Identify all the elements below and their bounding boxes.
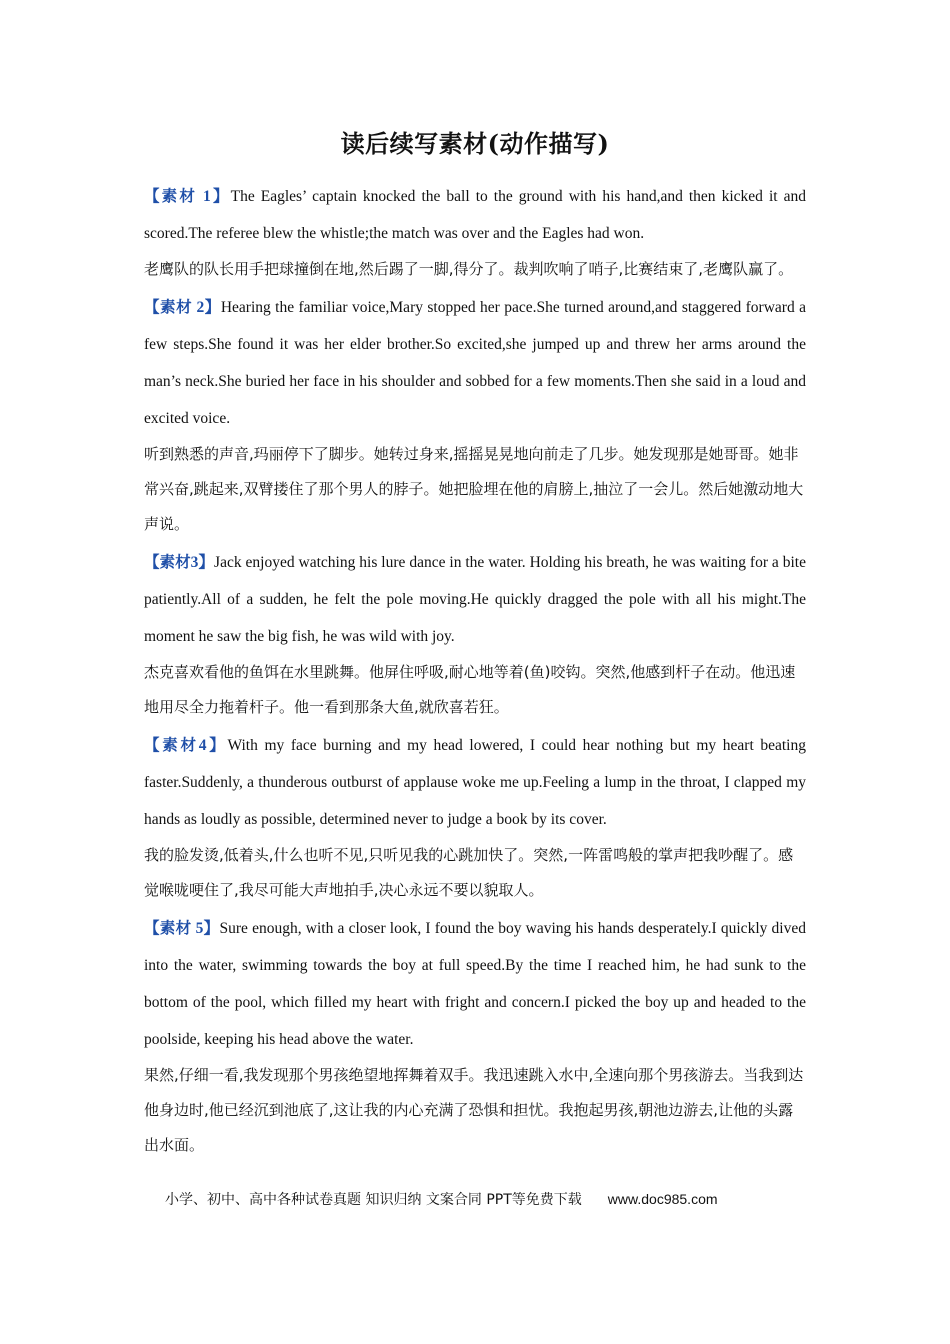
english-text: The Eagles’ captain knocked the ball to the ground with his hand,and then kicked it and scored.The referee blew the whistle;the match was over and the Eagles had won. <box>144 188 806 242</box>
material-english <box>144 178 806 252</box>
english-text: Sure enough, with a closer look, I found the boy waving his hands desperately.I quickly dived into the water, swimming towards the boy at full speed.By the time I reached him, he had sunk to the bottom of the pool, which filled my heart with fright and concern.I picked the boy up and headed to the poolside, keeping his head above the water. <box>144 920 806 1048</box>
material-english <box>144 289 806 437</box>
material-english <box>144 910 806 1058</box>
page-title: 读后续写素材(动作描写) <box>340 129 610 158</box>
footer <box>165 1189 718 1209</box>
material-4 <box>144 727 806 908</box>
material-english <box>144 544 806 655</box>
material-english <box>144 727 806 838</box>
material-tag: 【素材 2】 <box>144 299 221 316</box>
material-chinese: 果然,仔细一看,我发现那个男孩绝望地挥舞着双手。我迅速跳入水中,全速向那个男孩游去。当我到达他身边时,他已经沉到池底了,这让我的内心充满了恐惧和担忧。我抱起男孩,朝池边游去,让他的头露出水面。 <box>144 1066 804 1154</box>
material-3 <box>144 544 806 725</box>
material-5 <box>144 910 806 1163</box>
material-chinese: 我的脸发烫,低着头,什么也听不见,只听见我的心跳加快了。突然,一阵雷鸣般的掌声把我吵醒了。感觉喉咙哽住了,我尽可能大声地拍手,决心永远不要以貌取人。 <box>144 846 794 899</box>
materials-list <box>144 178 806 1165</box>
footer-text: 小学、初中、高中各种试卷真题 知识归纳 文案合同 PPT等免费下载 <box>165 1192 582 1208</box>
english-text: Jack enjoyed watching his lure dance in the water. Holding his breath, he was waiting for a bite patiently.All of a sudden, he felt the pole moving.He quickly dragged the pole with all his might.The moment he saw the big fish, he was wild with joy. <box>144 554 806 645</box>
material-tag: 【素材3】 <box>144 554 215 571</box>
material-tag: 【素材 1】 <box>144 188 231 205</box>
english-text: With my face burning and my head lowered, I could hear nothing but my heart beating faster.Suddenly, a thunderous outburst of applause woke me up.Feeling a lump in the throat, I clapped my hands as loudly as possible, determined never to judge a book by its cover. <box>144 737 806 828</box>
material-tag: 【素材4】 <box>144 737 228 754</box>
material-2 <box>144 289 806 542</box>
material-1 <box>144 178 806 287</box>
material-chinese: 听到熟悉的声音,玛丽停下了脚步。她转过身来,摇摇晃晃地向前走了几步。她发现那是她哥哥。她非常兴奋,跳起来,双臂搂住了那个男人的脖子。她把脸埋在他的肩膀上,抽泣了一会儿。然后她激动地大声说。 <box>144 445 804 533</box>
footer-url: www.doc985.com <box>607 1191 718 1207</box>
material-chinese: 杰克喜欢看他的鱼饵在水里跳舞。他屏住呼吸,耐心地等着(鱼)咬钩。突然,他感到杆子在动。他迅速地用尽全力拖着杆子。他一看到那条大鱼,就欣喜若狂。 <box>144 663 796 716</box>
material-chinese: 老鹰队的队长用手把球撞倒在地,然后踢了一脚,得分了。裁判吹响了哨子,比赛结束了,老鹰队赢了。 <box>144 260 794 278</box>
material-tag: 【素材 5】 <box>144 920 220 937</box>
english-text: Hearing the familiar voice,Mary stopped her pace.She turned around,and staggered forward a few steps.She found it was her elder brother.So excited,she jumped up and threw her arms around the man’s neck.She buried her face in his shoulder and sobbed for a few moments.Then she said in a loud and excited voice. <box>144 299 806 427</box>
